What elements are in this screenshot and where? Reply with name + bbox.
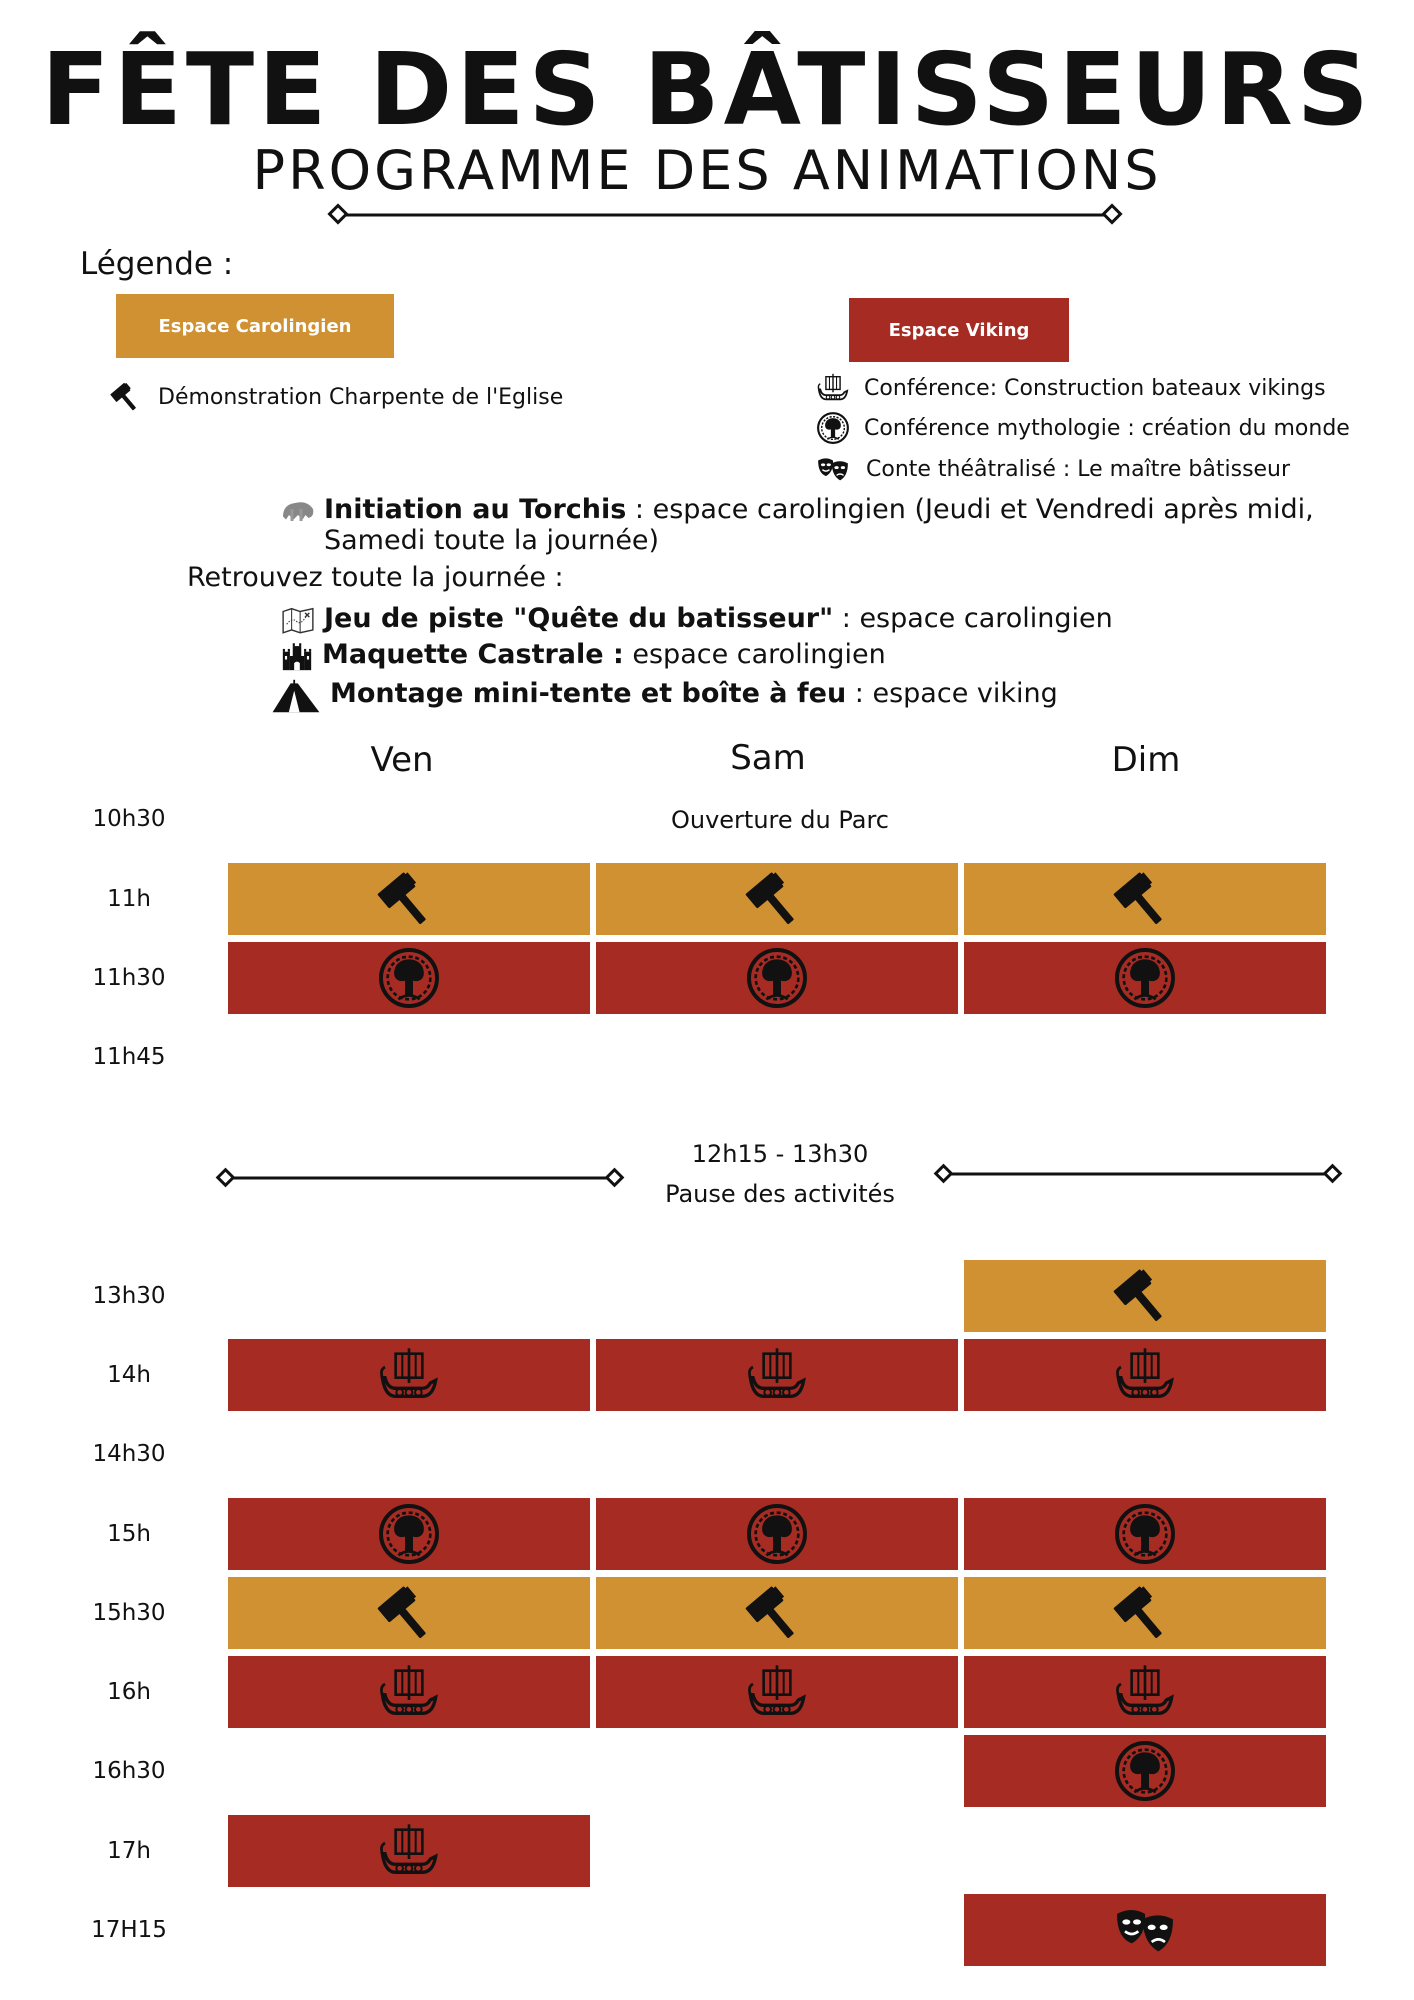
pause-label: Pause des activités — [665, 1180, 895, 1208]
schedule-slot-dim-16h30 — [964, 1735, 1326, 1807]
schedule-slot-sam-14h — [596, 1339, 958, 1411]
hammer-icon — [1113, 867, 1177, 931]
info-jeu-title: Jeu de piste "Quête du batisseur" — [324, 603, 834, 634]
schedule-slot-ven-15h — [228, 1498, 590, 1570]
legend-title: Légende : — [80, 246, 234, 282]
time-label: 17H15 — [91, 1917, 167, 1943]
opening-note: Ouverture du Parc — [670, 806, 889, 834]
schedule-slot-ven-11h30 — [228, 942, 590, 1014]
schedule-slot-ven-14h — [228, 1339, 590, 1411]
time-label: 17h — [107, 1838, 151, 1864]
title-divider — [325, 203, 1125, 227]
time-label: 11h — [107, 886, 151, 912]
schedule-slot-dim-15h — [964, 1498, 1326, 1570]
legend-swatch-viking-label: Espace Viking — [888, 319, 1030, 341]
info-maquette-text: espace carolingien — [623, 639, 886, 670]
hammer-icon — [745, 1581, 809, 1645]
schedule-slot-dim-15h30 — [964, 1577, 1326, 1649]
time-label: 16h — [107, 1679, 151, 1705]
time-label: 15h — [107, 1521, 151, 1547]
schedule-slot-dim-11h — [964, 863, 1326, 935]
legend-demo-charpente-label: Démonstration Charpente de l'Eglise — [158, 384, 564, 410]
day-header-ven: Ven — [370, 740, 434, 780]
hammer-icon — [745, 867, 809, 931]
page-subtitle: PROGRAMME DES ANIMATIONS — [252, 139, 1162, 202]
legend-conf-mythologie — [816, 411, 1350, 445]
schedule-slot-dim-11h30 — [964, 942, 1326, 1014]
schedule-slot-sam-15h30 — [596, 1577, 958, 1649]
info-torchis — [278, 494, 1314, 556]
legend-conte — [814, 452, 1290, 486]
tree-of-life-icon — [1113, 1739, 1177, 1803]
schedule-slot-sam-16h — [596, 1656, 958, 1728]
viking-ship-icon — [816, 371, 850, 405]
viking-ship-icon — [377, 1660, 441, 1724]
hammer-icon — [1113, 1264, 1177, 1328]
time-label: 16h30 — [92, 1758, 166, 1784]
info-torchis-line2: Samedi toute la journée) — [324, 525, 660, 556]
pause-divider-left — [214, 1166, 626, 1190]
schedule-slot-dim-16h — [964, 1656, 1326, 1728]
tree-of-life-icon — [377, 1502, 441, 1566]
torchis-icon — [278, 494, 318, 530]
legend-swatch-carolingien — [116, 294, 394, 358]
time-label: 13h30 — [92, 1283, 166, 1309]
info-montage — [268, 678, 1058, 714]
viking-ship-icon — [1113, 1343, 1177, 1407]
info-jeu-de-piste — [278, 603, 1113, 637]
hammer-icon — [1113, 1581, 1177, 1645]
day-header-dim: Dim — [1111, 740, 1181, 780]
time-label: 14h — [107, 1362, 151, 1388]
viking-ship-icon — [745, 1660, 809, 1724]
hammer-icon — [110, 380, 144, 414]
schedule-slot-ven-17h — [228, 1815, 590, 1887]
viking-ship-icon — [1113, 1660, 1177, 1724]
schedule-slot-sam-11h30 — [596, 942, 958, 1014]
schedule-slot-ven-16h — [228, 1656, 590, 1728]
info-maquette-title: Maquette Castrale : — [322, 639, 624, 670]
tree-of-life-icon — [816, 411, 850, 445]
info-montage-text: : espace viking — [846, 678, 1058, 709]
legend-swatch-carolingien-label: Espace Carolingien — [158, 315, 352, 337]
time-label: 11h30 — [92, 965, 166, 991]
pause-divider-right — [932, 1162, 1344, 1186]
hammer-icon — [377, 1581, 441, 1645]
schedule-slot-sam-15h — [596, 1498, 958, 1570]
theatre-masks-icon — [814, 452, 852, 486]
time-label: 15h30 — [92, 1600, 166, 1626]
info-jeu-text: : espace carolingien — [833, 603, 1113, 634]
pause-time: 12h15 - 13h30 — [691, 1140, 869, 1168]
tree-of-life-icon — [377, 946, 441, 1010]
info-torchis-text: : espace carolingien (Jeudi et Vendredi après midi, — [626, 494, 1314, 525]
legend-conf-bateaux-label: Conférence: Construction bateaux vikings — [864, 375, 1326, 401]
theatre-masks-icon — [1113, 1898, 1177, 1962]
tree-of-life-icon — [745, 1502, 809, 1566]
tent-icon — [268, 678, 324, 714]
legend-conf-bateaux — [816, 371, 1326, 405]
info-maquette — [278, 639, 886, 673]
schedule-slot-dim-13h30 — [964, 1260, 1326, 1332]
legend-demo-charpente — [110, 380, 563, 414]
treasure-map-icon — [278, 603, 318, 637]
legend-swatch-viking — [849, 298, 1069, 362]
day-header-sam: Sam — [730, 738, 806, 778]
viking-ship-icon — [377, 1343, 441, 1407]
info-retrouvez: Retrouvez toute la journée : — [187, 562, 564, 593]
page-title: FÊTE DES BÂTISSEURS — [41, 31, 1373, 148]
tree-of-life-icon — [1113, 946, 1177, 1010]
legend-conte-label: Conte théâtralisé : Le maître bâtisseur — [866, 456, 1291, 482]
castle-icon — [278, 639, 316, 673]
time-label: 14h30 — [92, 1441, 166, 1467]
time-label: 10h30 — [92, 806, 166, 832]
info-torchis-title: Initiation au Torchis — [324, 494, 627, 525]
schedule-slot-dim-17h15 — [964, 1894, 1326, 1966]
hammer-icon — [377, 867, 441, 931]
legend-conf-mythologie-label: Conférence mythologie : création du monde — [864, 415, 1350, 441]
schedule-slot-sam-11h — [596, 863, 958, 935]
info-montage-title: Montage mini-tente et boîte à feu — [330, 678, 847, 709]
viking-ship-icon — [745, 1343, 809, 1407]
tree-of-life-icon — [745, 946, 809, 1010]
schedule-slot-ven-11h — [228, 863, 590, 935]
viking-ship-icon — [377, 1819, 441, 1883]
schedule-slot-dim-14h — [964, 1339, 1326, 1411]
tree-of-life-icon — [1113, 1502, 1177, 1566]
schedule-slot-ven-15h30 — [228, 1577, 590, 1649]
time-label: 11h45 — [92, 1044, 166, 1070]
